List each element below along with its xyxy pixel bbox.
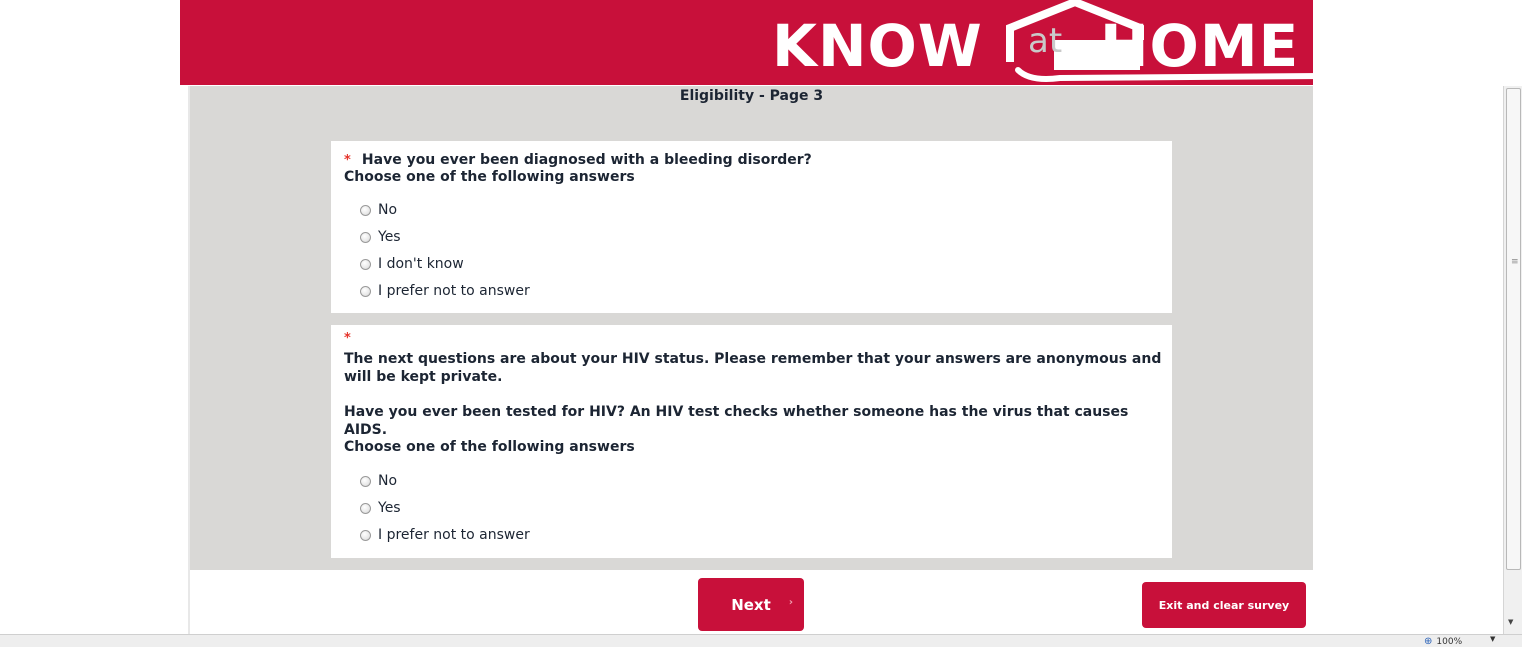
option-yes[interactable] bbox=[360, 499, 401, 517]
zoom-level: 100% bbox=[1436, 636, 1463, 647]
required-asterisk: * bbox=[344, 153, 351, 168]
radio-button-icon[interactable] bbox=[360, 259, 371, 270]
radio-button-icon[interactable] bbox=[360, 530, 371, 541]
site-header-banner bbox=[180, 0, 1313, 85]
logo-know-text: KNOW bbox=[772, 12, 983, 80]
question-bleeding-disorder bbox=[331, 141, 1172, 313]
scroll-down-arrow-icon[interactable]: ▼ bbox=[1508, 618, 1514, 626]
zoom-control[interactable] bbox=[1424, 636, 1462, 647]
survey-content-area bbox=[190, 86, 1313, 570]
question-hint: Choose one of the following answers bbox=[344, 439, 635, 455]
option-no[interactable] bbox=[360, 472, 397, 490]
question-header bbox=[344, 149, 812, 169]
required-asterisk: * bbox=[344, 331, 351, 346]
zoom-dropdown-arrow-icon[interactable]: ▼ bbox=[1490, 635, 1496, 643]
radio-button-icon[interactable] bbox=[360, 286, 371, 297]
chevron-right-icon: › bbox=[788, 597, 793, 608]
option-no[interactable] bbox=[360, 201, 397, 219]
know-at-home-logo bbox=[770, 0, 1330, 85]
question-hiv-tested bbox=[331, 325, 1172, 558]
radio-button-icon[interactable] bbox=[360, 503, 371, 514]
exit-button-label: Exit and clear survey bbox=[1158, 598, 1290, 612]
scrollbar-thumb[interactable] bbox=[1506, 88, 1521, 570]
option-label: I prefer not to answer bbox=[378, 283, 530, 299]
next-button[interactable] bbox=[698, 578, 804, 631]
question-hint: Choose one of the following answers bbox=[344, 169, 635, 185]
vertical-scrollbar[interactable] bbox=[1503, 86, 1522, 634]
option-dont-know[interactable] bbox=[360, 255, 464, 273]
logo-home-text: HOME bbox=[1100, 12, 1300, 80]
option-label: No bbox=[378, 202, 398, 218]
question-text: Have you ever been tested for HIV? An HIV test checks whether someone has the virus that causes AIDS. bbox=[344, 404, 1129, 438]
page-title: Eligibility - Page 3 bbox=[679, 88, 824, 104]
scrollbar-grip-icon: ≡ bbox=[1511, 257, 1519, 267]
option-label: No bbox=[378, 473, 398, 489]
option-label: I don't know bbox=[378, 256, 464, 272]
question-text: Have you ever been diagnosed with a bleeding disorder? bbox=[361, 152, 812, 168]
exit-and-clear-survey-button[interactable] bbox=[1142, 582, 1306, 628]
option-label: Yes bbox=[378, 229, 401, 245]
question-intro: The next questions are about your HIV status. Please remember that your answers are anonymous and will be kept private. bbox=[344, 351, 1162, 385]
radio-button-icon[interactable] bbox=[360, 205, 371, 216]
next-button-label: Next bbox=[731, 595, 771, 614]
zoom-icon: ⊕ bbox=[1424, 636, 1433, 647]
radio-button-icon[interactable] bbox=[360, 232, 371, 243]
option-prefer-not[interactable] bbox=[360, 526, 530, 544]
radio-button-icon[interactable] bbox=[360, 476, 371, 487]
option-label: I prefer not to answer bbox=[378, 527, 530, 543]
logo-at-text: at bbox=[1028, 21, 1063, 61]
option-yes[interactable] bbox=[360, 228, 401, 246]
option-prefer-not[interactable] bbox=[360, 282, 530, 300]
browser-status-bar bbox=[0, 634, 1522, 647]
option-label: Yes bbox=[378, 500, 401, 516]
